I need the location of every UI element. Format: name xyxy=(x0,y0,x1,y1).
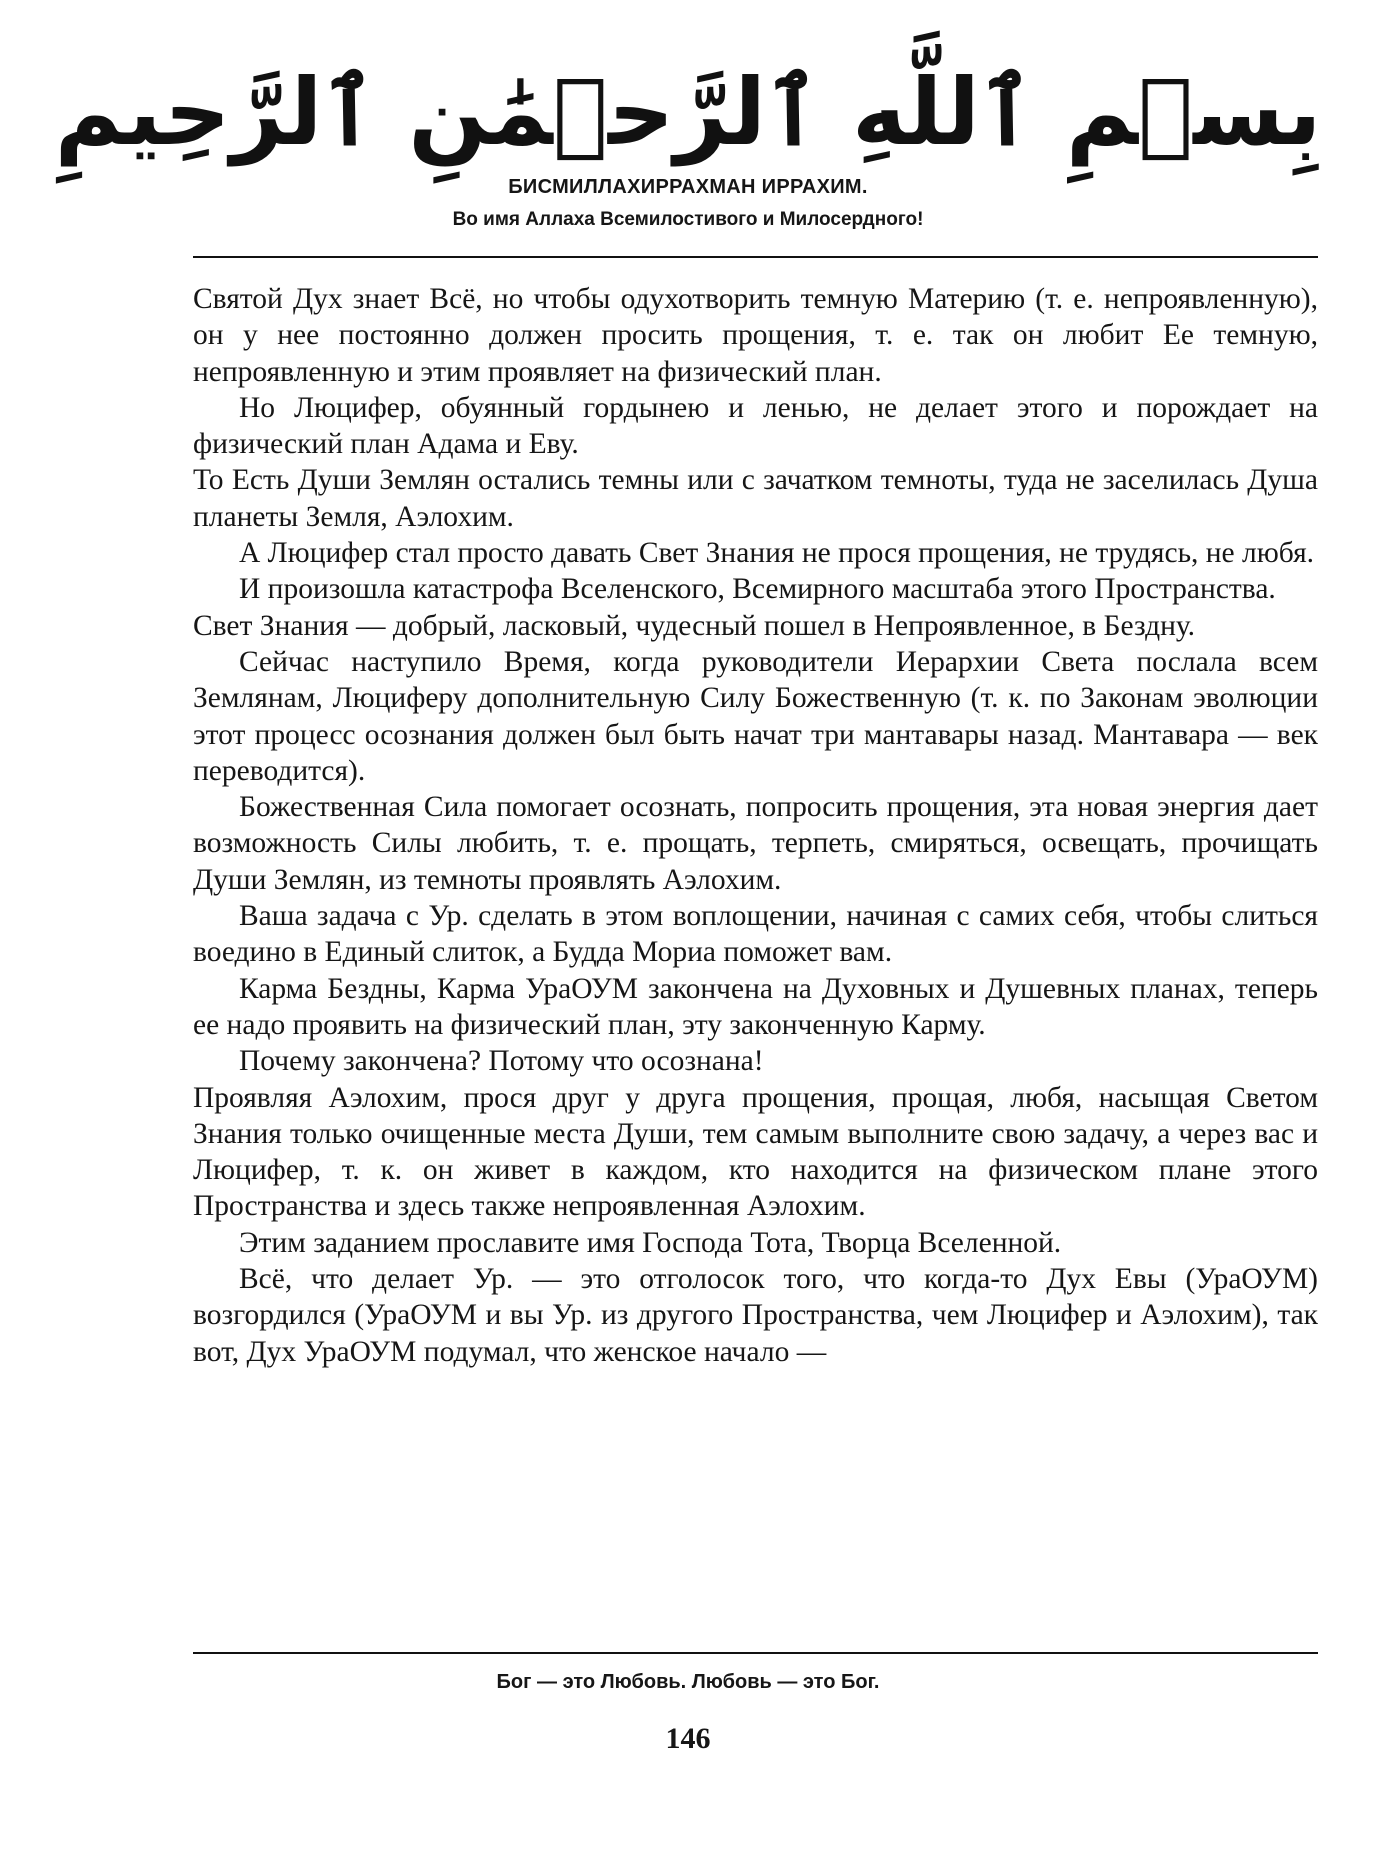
paragraph: Божественная Сила помогает осознать, попросить прощения, эта новая энергия дает возможность Силы любить, т. е. прощать, терпеть, смиряться, освещать, прочищать Души Землян, из темноты проявлять Аэлохим. xyxy=(193,791,1318,896)
bismillah-calligraphy: بِسۡمِ ٱللَّهِ ٱلرَّحۡمَٰنِ ٱلرَّحِيمِ xyxy=(54,59,1322,166)
paragraph: Всё, что делает Ур. — это отголосок того, что когда-то Дух Евы (УраОУМ) возгордился (УраОУМ и вы Ур. из другого Пространства, чем Люцифер и Аэлохим), так вот, Дух УраОУМ подумал, что женское начало — xyxy=(193,1263,1318,1368)
paragraph: То Есть Души Землян остались темны или с зачатком темноты, туда не заселилась Душа планеты Земля, Аэлохим. xyxy=(193,464,1318,533)
body-text xyxy=(193,281,1318,1370)
paragraph: Но Люцифер, обуянный гордынею и ленью, не делает этого и порождает на физический план Адама и Еву. xyxy=(193,391,1318,461)
footer-divider xyxy=(193,1652,1318,1654)
paragraph: А Люцифер стал просто давать Свет Знания не прося прощения, не трудясь, не любя. xyxy=(239,537,1315,570)
footer-motto: Бог — это Любовь. Любовь — это Бог. xyxy=(496,1671,880,1693)
paragraph: Сейчас наступило Время, когда руководители Иерархии Света послала всем Землянам, Люциферу дополнительную Силу Божественную (т. к. по Законам эволюции этот процесс осознания должен был быть начат три мантавары назад. Мантавара — век переводится). xyxy=(193,645,1318,787)
paragraph: Этим заданием прославите имя Господа Тота, Творца Вселенной. xyxy=(239,1226,1062,1259)
paragraph: Проявляя Аэлохим, прося друг у друга прощения, прощая, любя, насыщая Светом Знания только очищенные места Души, тем самым выполните свою задачу, а через вас и Люцифер, т. к. он живет в каждом, кто находится на физическом плане этого Пространства и здесь также непроявленная Аэлохим. xyxy=(193,1081,1318,1223)
paragraph: Ваша задача с Ур. сделать в этом воплощении, начиная с самих себя, чтобы слиться воедино в Единый слиток, а Будда Мориа поможет вам. xyxy=(193,900,1318,969)
header-divider xyxy=(193,256,1318,258)
paragraph: И произошла катастрофа Вселенского, Всемирного масштаба этого Пространства. xyxy=(239,573,1276,606)
paragraph: Карма Бездны, Карма УраОУМ закончена на Духовных и Душевных планах, теперь ее надо проявить на физический план, эту законченную Карму. xyxy=(193,972,1318,1041)
page-number: 146 xyxy=(665,1722,711,1755)
header-title: БИСМИЛЛАХИРРАХМАН ИРРАХИМ. xyxy=(508,176,868,198)
paragraph: Святой Дух знает Всё, но чтобы одухотворить темную Материю (т. е. непроявленную), он у нее постоянно должен просить прощения, т. е. так он любит Ее темную, непроявленную и этим проявляет на физический план. xyxy=(193,283,1318,388)
paragraph: Свет Знания — добрый, ласковый, чудесный пошел в Непроявленное, в Бездну. xyxy=(193,609,1196,642)
header-subtitle: Во имя Аллаха Всемилостивого и Милосердного! xyxy=(452,209,924,230)
paragraph: Почему закончена? Потому что осознана! xyxy=(239,1045,764,1078)
